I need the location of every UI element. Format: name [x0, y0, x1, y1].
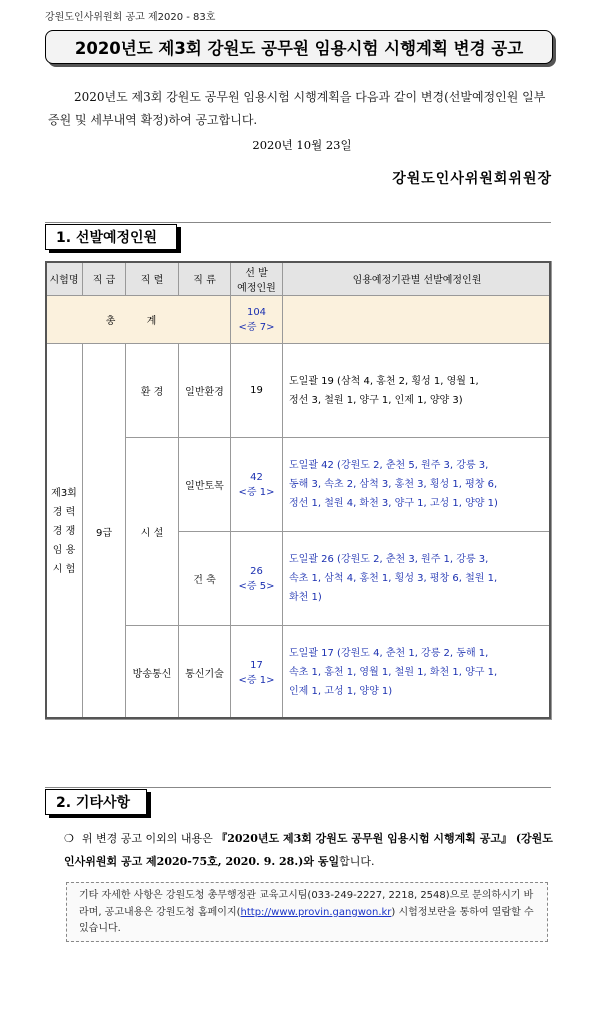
- divider: [45, 787, 551, 788]
- info-box: 기타 자세한 사항은 강원도청 총무행정관 교육고시팀(033-249-2227, 2218, 2548)으로 문의하시기 바라며, 공고내용은 강원도청 홈페이지(http://www.provin.gangwon.kr) 시험정보란을 통하여 열람할 수 있습니다.: [66, 882, 548, 942]
- header-type: 직 류: [179, 262, 231, 296]
- detail-arch: 도일괄 26 (강원도 2, 춘천 3, 원주 1, 강릉 3, 속초 1, 삼척 4, 홍천 1, 횡성 3, 평창 6, 철원 1, 화천 1): [283, 532, 552, 626]
- detail-env: 도일괄 19 (삼척 4, 홍천 2, 횡성 1, 영월 1, 정선 3, 철원 1, 양구 1, 인제 1, 양양 3): [283, 344, 552, 438]
- type-arch: 건 축: [179, 532, 231, 626]
- other-notes: ❍ 위 변경 공고 이외의 내용은 『2020년도 제3회 강원도 공무원 임용시험 시행계획 공고』 (강원도인사위원회 공고 제2020-75호, 2020. 9. 28.)와 동일합니다.: [64, 832, 553, 868]
- detail-telecom: 도일괄 17 (강원도 4, 춘천 1, 강릉 2, 동해 1, 속초 1, 홍천 1, 영월 1, 철원 1, 화천 1, 양구 1, 인제 1, 고성 1, 양양 1): [283, 626, 552, 720]
- header-detail: 임용예정기관별 선발예정인원: [283, 262, 552, 296]
- homepage-link[interactable]: http://www.provin.gangwon.kr: [240, 906, 392, 918]
- series-facility: 시 설: [126, 438, 179, 626]
- table-row: [46, 344, 552, 438]
- section-title-quota: 1. 선발예정인원: [45, 224, 177, 250]
- header-grade: 직 급: [83, 262, 126, 296]
- quota-telecom: 17 <증 1>: [231, 626, 283, 720]
- notice-date: 2020년 10월 23일: [252, 138, 352, 152]
- type-civil: 일반토목: [179, 438, 231, 532]
- total-detail: [283, 296, 552, 344]
- bullet-icon: ❍: [64, 832, 74, 845]
- table-header-row: [46, 262, 552, 296]
- divider: [45, 222, 551, 223]
- quota-arch: 26 <증 5>: [231, 532, 283, 626]
- signer: 강원도인사위원회위원장: [392, 171, 552, 187]
- series-broadcast: 방송통신: [126, 626, 179, 720]
- series-env: 환 경: [126, 344, 179, 438]
- quota-table: [45, 261, 552, 720]
- type-env: 일반환경: [179, 344, 231, 438]
- notice-number: 강원도인사위원회 공고 제2020 - 83호: [45, 12, 216, 23]
- total-label: 총 계: [46, 296, 231, 344]
- total-row: [46, 296, 552, 344]
- grade: 9급: [83, 344, 126, 720]
- intro-paragraph: 2020년도 제3회 강원도 공무원 임용시험 시행계획을 다음과 같이 변경(선발예정인원 일부 증원 및 세부내역 확정)하여 공고합니다.: [48, 90, 546, 127]
- exam-name: 제3회 경 력 경 쟁 임 용 시 험: [46, 344, 83, 720]
- header-exam: 시험명: [46, 262, 83, 296]
- header-quota: 선 발 예정인원: [231, 262, 283, 296]
- quota-civil: 42 <증 1>: [231, 438, 283, 532]
- type-telecom: 통신기술: [179, 626, 231, 720]
- quota-env: 19: [231, 344, 283, 438]
- section-title-other: 2. 기타사항: [45, 789, 147, 815]
- total-value: 104 <증 7>: [231, 296, 283, 344]
- detail-civil: 도일괄 42 (강원도 2, 춘천 5, 원주 3, 강릉 3, 동해 3, 속초 2, 삼척 3, 홍천 3, 횡성 1, 평창 6, 정선 1, 철원 4, 화천 3, 양구 1, 고성 1, 양양 1): [283, 438, 552, 532]
- page-title: 2020년도 제3회 강원도 공무원 임용시험 시행계획 변경 공고: [45, 30, 553, 64]
- header-series: 직 렬: [126, 262, 179, 296]
